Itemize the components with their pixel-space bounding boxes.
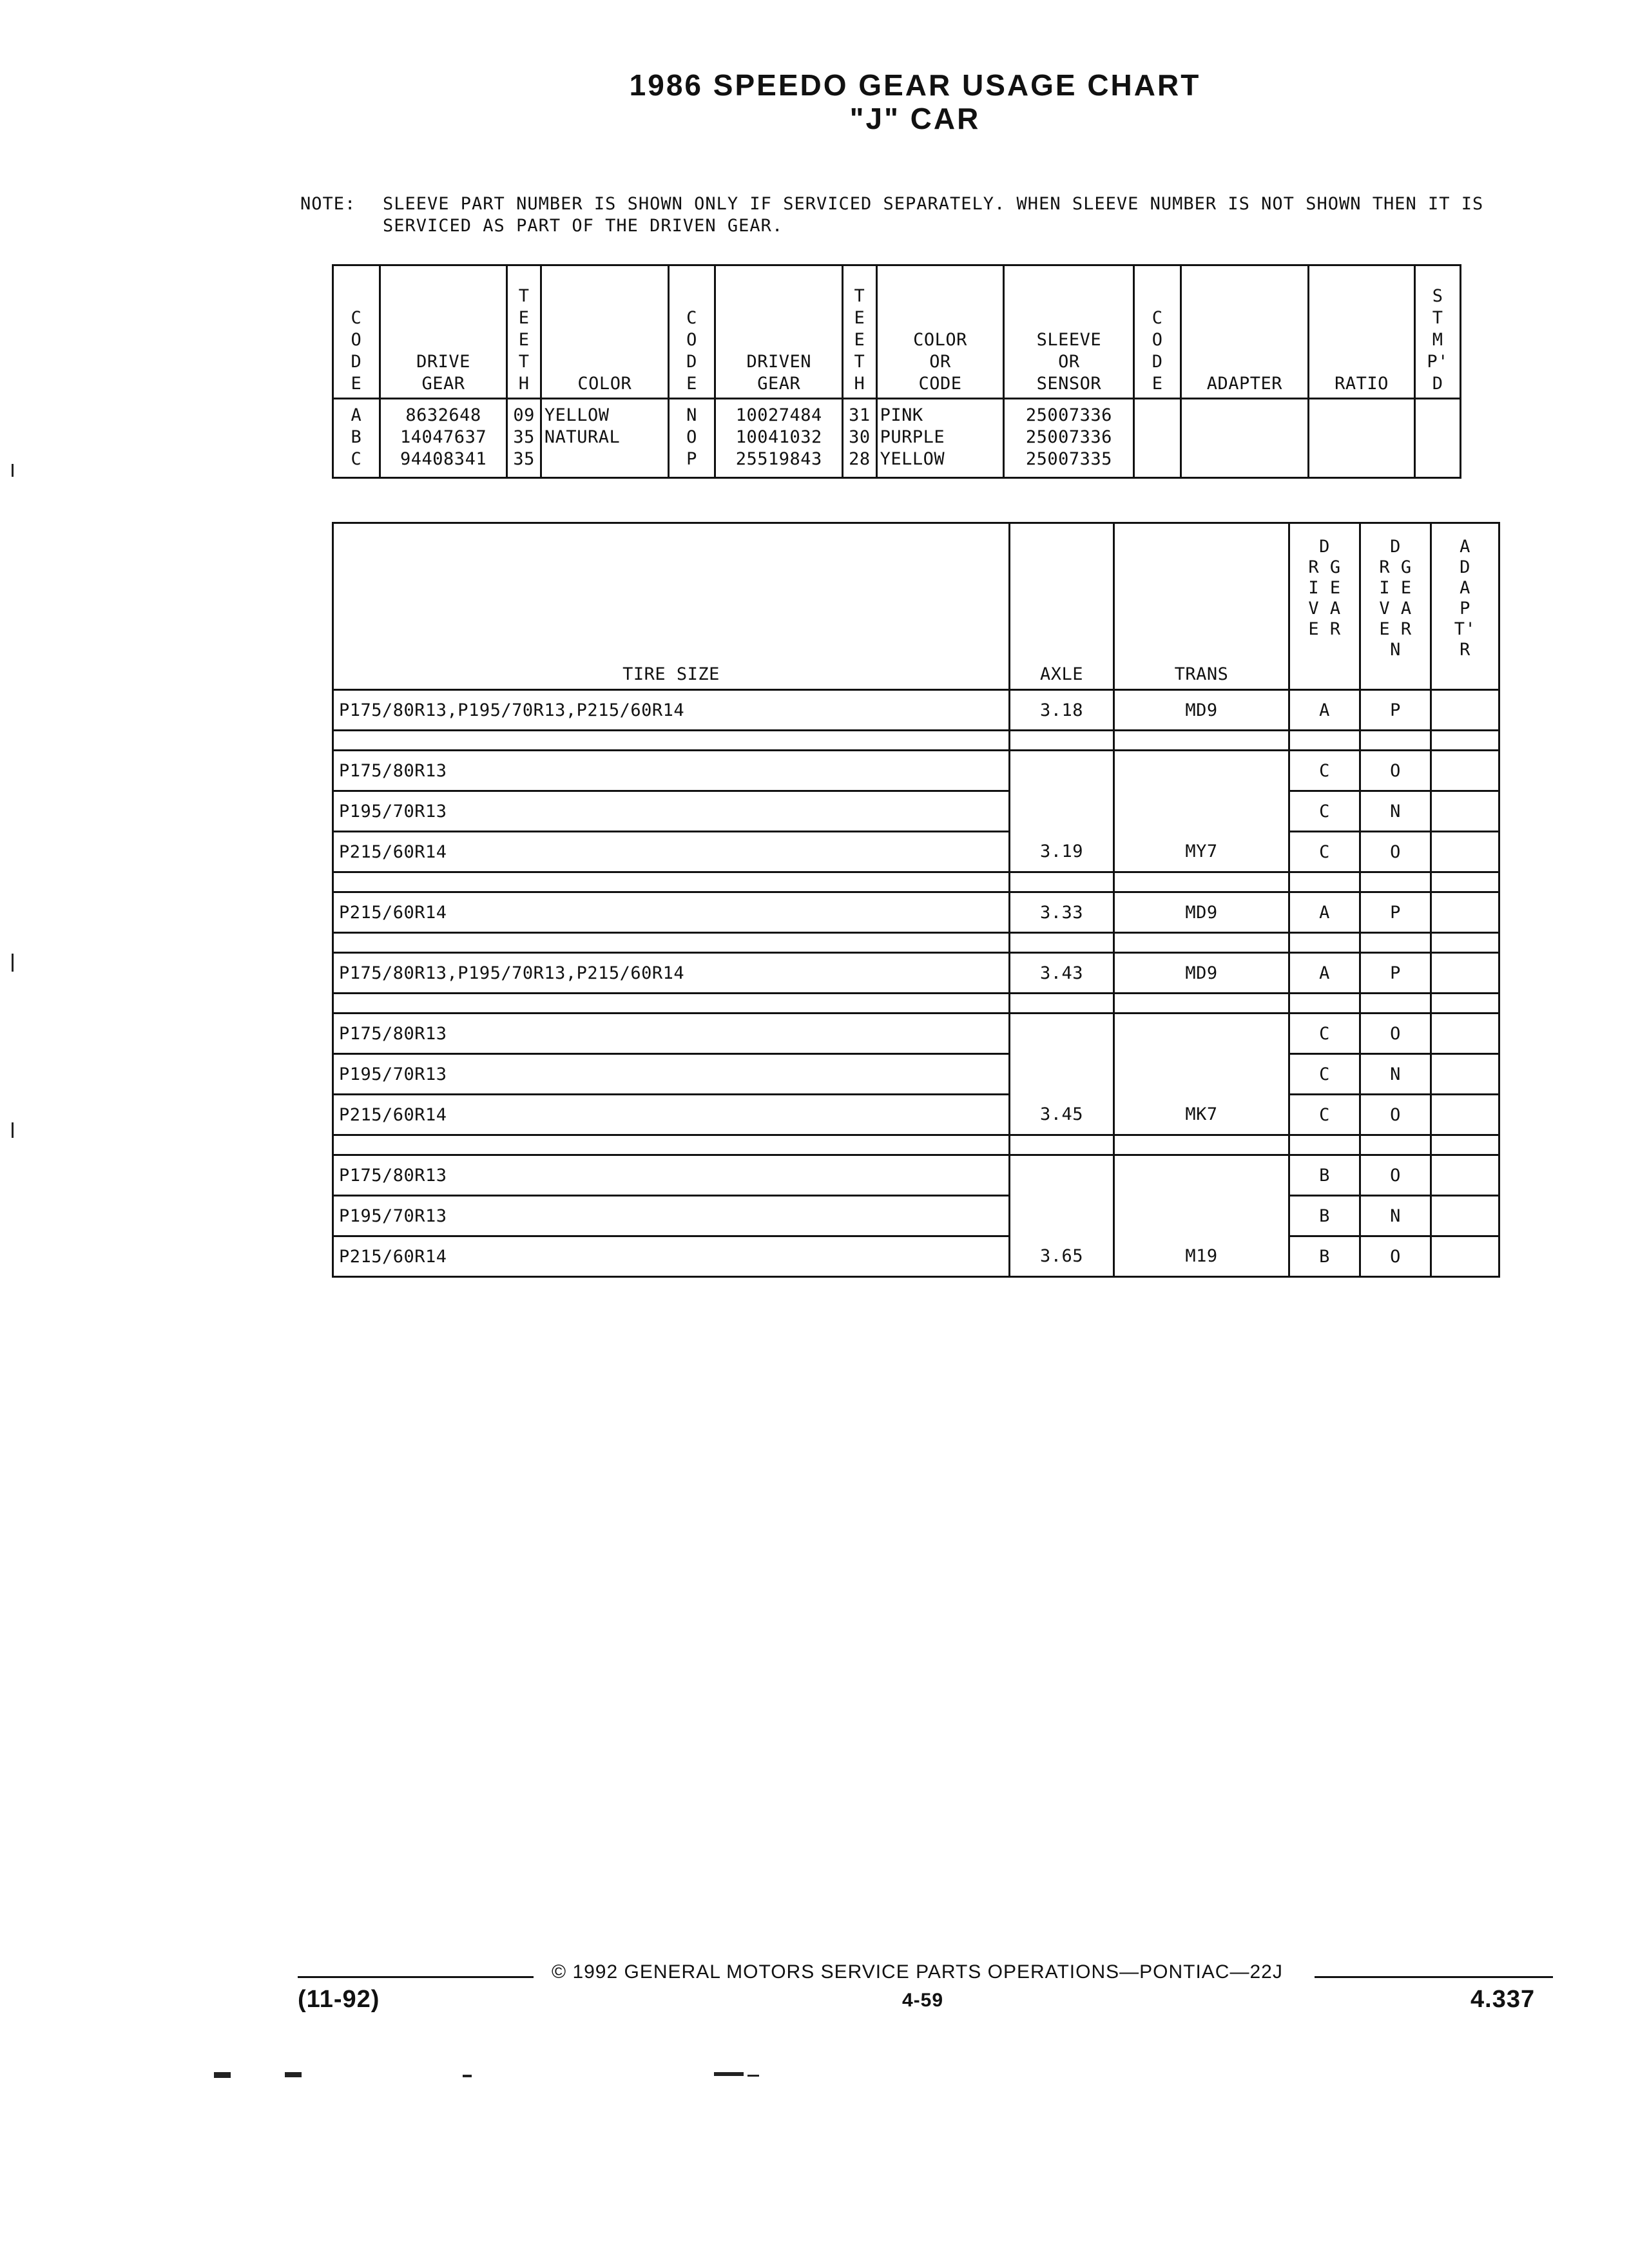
cell-tire-size: P195/70R13 — [333, 1054, 1010, 1095]
cell-driven-gear: O — [1360, 832, 1431, 872]
gear-table — [332, 264, 1461, 479]
table-row — [333, 751, 1499, 791]
cell-sleeve-or-sensor: 25007336 25007336 25007335 — [1004, 399, 1134, 478]
table-row — [333, 1236, 1499, 1277]
cell-adapter — [1431, 690, 1499, 731]
footer-rule-right — [1315, 1976, 1553, 1978]
header-drive-gear: DRIVE GEAR — [380, 265, 507, 399]
table-row — [333, 892, 1499, 933]
note-line-1: SLEEVE PART NUMBER IS SHOWN ONLY IF SERVICED SEPARATELY. WHEN SLEEVE NUMBER IS NOT SHOWN THEN IT IS — [383, 194, 1484, 214]
spacer-cell — [1114, 872, 1289, 892]
cell-adapter — [1181, 399, 1308, 478]
cell-drive-gear: A — [1289, 953, 1360, 994]
spacer-cell — [1360, 994, 1431, 1014]
spacer-cell — [1289, 731, 1360, 751]
header-driven-gear: D R G I E V A E R N — [1360, 523, 1431, 690]
cell-trans — [1114, 751, 1289, 791]
table-row — [333, 1054, 1499, 1095]
cell-adapter — [1431, 791, 1499, 832]
header-code: C O D E — [1134, 265, 1181, 399]
spacer-cell — [1010, 731, 1114, 751]
cell-drive-gear: C — [1289, 1054, 1360, 1095]
cell-axle — [1010, 1196, 1114, 1236]
header-adapter: A D A P T' R — [1431, 523, 1499, 690]
cell-teeth: 09 35 35 — [507, 399, 541, 478]
spacer-cell — [1114, 1135, 1289, 1155]
spacer-cell — [1010, 872, 1114, 892]
scan-mark — [285, 2072, 302, 2077]
cell-driven-gear: N — [1360, 1196, 1431, 1236]
note-line-2: SERVICED AS PART OF THE DRIVEN GEAR. — [383, 216, 784, 236]
spacer-cell — [333, 994, 1010, 1014]
cell-driven-gear: N — [1360, 1054, 1431, 1095]
header-ratio: RATIO — [1308, 265, 1415, 399]
footer-copyright: © 1992 GENERAL MOTORS SERVICE PARTS OPERATIONS—PONTIAC—22J — [552, 1961, 1283, 1983]
cell-driven-gear: P — [1360, 892, 1431, 933]
cell-trans: M19 — [1114, 1236, 1289, 1277]
cell-drive-gear: B — [1289, 1196, 1360, 1236]
scan-mark — [747, 2075, 759, 2077]
cell-driven-gear: 10027484 10041032 25519843 — [715, 399, 843, 478]
cell-tire-size: P195/70R13 — [333, 791, 1010, 832]
cell-adapter — [1431, 832, 1499, 872]
cell-axle — [1010, 1014, 1114, 1054]
cell-axle: 3.33 — [1010, 892, 1114, 933]
cell-axle: 3.65 — [1010, 1236, 1114, 1277]
cell-trans — [1114, 1054, 1289, 1095]
cell-driven-gear: O — [1360, 1014, 1431, 1054]
cell-adapter — [1431, 1014, 1499, 1054]
cell-color-or-code: PINK PURPLE YELLOW — [876, 399, 1004, 478]
spacer-cell — [1114, 731, 1289, 751]
header-trans: TRANS — [1114, 523, 1289, 690]
cell-drive-gear: A — [1289, 690, 1360, 731]
spacer-row — [333, 872, 1499, 892]
header-sleeve-or-sensor: SLEEVE OR SENSOR — [1004, 265, 1134, 399]
spacer-cell — [1114, 933, 1289, 953]
spacer-cell — [1289, 994, 1360, 1014]
table-row — [333, 1014, 1499, 1054]
cell-color: YELLOW NATURAL — [541, 399, 668, 478]
cell-tire-size: P175/80R13 — [333, 751, 1010, 791]
cell-axle — [1010, 791, 1114, 832]
cell-adapter — [1431, 751, 1499, 791]
page-title: 1986 SPEEDO GEAR USAGE CHART — [629, 68, 1201, 102]
cell-code — [1134, 399, 1181, 478]
cell-drive-gear: A — [1289, 892, 1360, 933]
spacer-row — [333, 994, 1499, 1014]
cell-adapter — [1431, 1054, 1499, 1095]
cell-drive-gear: C — [1289, 1014, 1360, 1054]
cell-trans — [1114, 791, 1289, 832]
spacer-cell — [1010, 933, 1114, 953]
header-code: C O D E — [668, 265, 715, 399]
cell-tire-size: P215/60R14 — [333, 1236, 1010, 1277]
spacer-cell — [1431, 1135, 1499, 1155]
spacer-cell — [333, 933, 1010, 953]
scan-mark — [12, 1122, 14, 1138]
cell-axle — [1010, 751, 1114, 791]
cell-driven-gear: O — [1360, 751, 1431, 791]
cell-axle: 3.45 — [1010, 1095, 1114, 1135]
spacer-cell — [333, 731, 1010, 751]
spacer-cell — [333, 872, 1010, 892]
spacer-cell — [1114, 994, 1289, 1014]
spacer-row — [333, 731, 1499, 751]
cell-tire-size: P175/80R13 — [333, 1014, 1010, 1054]
cell-axle: 3.19 — [1010, 832, 1114, 872]
table-row — [333, 832, 1499, 872]
table-row — [333, 1155, 1499, 1196]
cell-driven-gear: O — [1360, 1155, 1431, 1196]
header-teeth: T E E T H — [507, 265, 541, 399]
scan-mark — [12, 464, 14, 477]
cell-trans: MD9 — [1114, 892, 1289, 933]
spacer-cell — [1360, 1135, 1431, 1155]
spacer-cell — [1360, 872, 1431, 892]
cell-driven-gear: O — [1360, 1095, 1431, 1135]
cell-drive-gear: C — [1289, 751, 1360, 791]
table-row — [333, 1196, 1499, 1236]
cell-trans: MD9 — [1114, 690, 1289, 731]
cell-trans: MK7 — [1114, 1095, 1289, 1135]
cell-code: N O P — [668, 399, 715, 478]
cell-trans — [1114, 1014, 1289, 1054]
note-label: NOTE: — [300, 194, 356, 214]
cell-drive-gear: C — [1289, 1095, 1360, 1135]
table-row — [333, 1095, 1499, 1135]
spacer-cell — [1360, 731, 1431, 751]
spacer-cell — [1360, 933, 1431, 953]
spacer-cell — [1431, 872, 1499, 892]
cell-driven-gear: P — [1360, 690, 1431, 731]
header-teeth: T E E T H — [843, 265, 876, 399]
cell-tire-size: P215/60R14 — [333, 1095, 1010, 1135]
header-code: C O D E — [333, 265, 380, 399]
scan-mark — [463, 2075, 472, 2077]
cell-teeth: 31 30 28 — [843, 399, 876, 478]
scan-mark — [714, 2072, 744, 2076]
table-row — [333, 690, 1499, 731]
spacer-row — [333, 933, 1499, 953]
footer-section-number: 4.337 — [1470, 1986, 1536, 2013]
header-color-or-code: COLOR OR CODE — [876, 265, 1004, 399]
scan-mark — [214, 2072, 231, 2078]
cell-axle — [1010, 1155, 1114, 1196]
footer-date: (11-92) — [298, 1986, 380, 2013]
scan-mark — [12, 954, 14, 972]
page-subtitle: "J" CAR — [849, 102, 981, 135]
usage-table — [332, 522, 1500, 1278]
cell-drive-gear: 8632648 14047637 94408341 — [380, 399, 507, 478]
spacer-cell — [1289, 933, 1360, 953]
header-adapter: ADAPTER — [1181, 265, 1308, 399]
cell-axle: 3.43 — [1010, 953, 1114, 994]
cell-tire-size: P175/80R13,P195/70R13,P215/60R14 — [333, 953, 1010, 994]
cell-trans: MD9 — [1114, 953, 1289, 994]
cell-trans — [1114, 1196, 1289, 1236]
spacer-cell — [1431, 731, 1499, 751]
header-drive-gear: D R G I E V A E R — [1289, 523, 1360, 690]
cell-axle: 3.18 — [1010, 690, 1114, 731]
cell-adapter — [1431, 1196, 1499, 1236]
cell-driven-gear: P — [1360, 953, 1431, 994]
table-row — [333, 791, 1499, 832]
cell-drive-gear: B — [1289, 1155, 1360, 1196]
spacer-cell — [1431, 994, 1499, 1014]
spacer-cell — [1431, 933, 1499, 953]
cell-tire-size: P215/60R14 — [333, 892, 1010, 933]
spacer-cell — [1289, 872, 1360, 892]
cell-tire-size: P175/80R13 — [333, 1155, 1010, 1196]
cell-drive-gear: C — [1289, 832, 1360, 872]
note — [300, 193, 1563, 237]
cell-adapter — [1431, 892, 1499, 933]
cell-drive-gear: C — [1289, 791, 1360, 832]
footer-rule-left — [298, 1976, 534, 1978]
cell-adapter — [1431, 1236, 1499, 1277]
header-axle: AXLE — [1010, 523, 1114, 690]
header-driven-gear: DRIVEN GEAR — [715, 265, 843, 399]
table-row — [333, 953, 1499, 994]
cell-code: A B C — [333, 399, 380, 478]
cell-axle — [1010, 1054, 1114, 1095]
cell-trans — [1114, 1155, 1289, 1196]
spacer-cell — [1289, 1135, 1360, 1155]
cell-adapter — [1431, 1155, 1499, 1196]
cell-tire-size: P195/70R13 — [333, 1196, 1010, 1236]
cell-trans: MY7 — [1114, 832, 1289, 872]
spacer-cell — [333, 1135, 1010, 1155]
spacer-cell — [1010, 1135, 1114, 1155]
cell-stmpd — [1415, 399, 1461, 478]
spacer-row — [333, 1135, 1499, 1155]
cell-tire-size: P215/60R14 — [333, 832, 1010, 872]
cell-driven-gear: O — [1360, 1236, 1431, 1277]
cell-adapter — [1431, 1095, 1499, 1135]
cell-tire-size: P175/80R13,P195/70R13,P215/60R14 — [333, 690, 1010, 731]
cell-drive-gear: B — [1289, 1236, 1360, 1277]
cell-driven-gear: N — [1360, 791, 1431, 832]
header-stmpd: S T M P' D — [1415, 265, 1461, 399]
spacer-cell — [1010, 994, 1114, 1014]
header-tire-size: TIRE SIZE — [333, 523, 1010, 690]
header-color: COLOR — [541, 265, 668, 399]
footer-page-number: 4-59 — [902, 1990, 944, 2011]
cell-ratio — [1308, 399, 1415, 478]
cell-adapter — [1431, 953, 1499, 994]
